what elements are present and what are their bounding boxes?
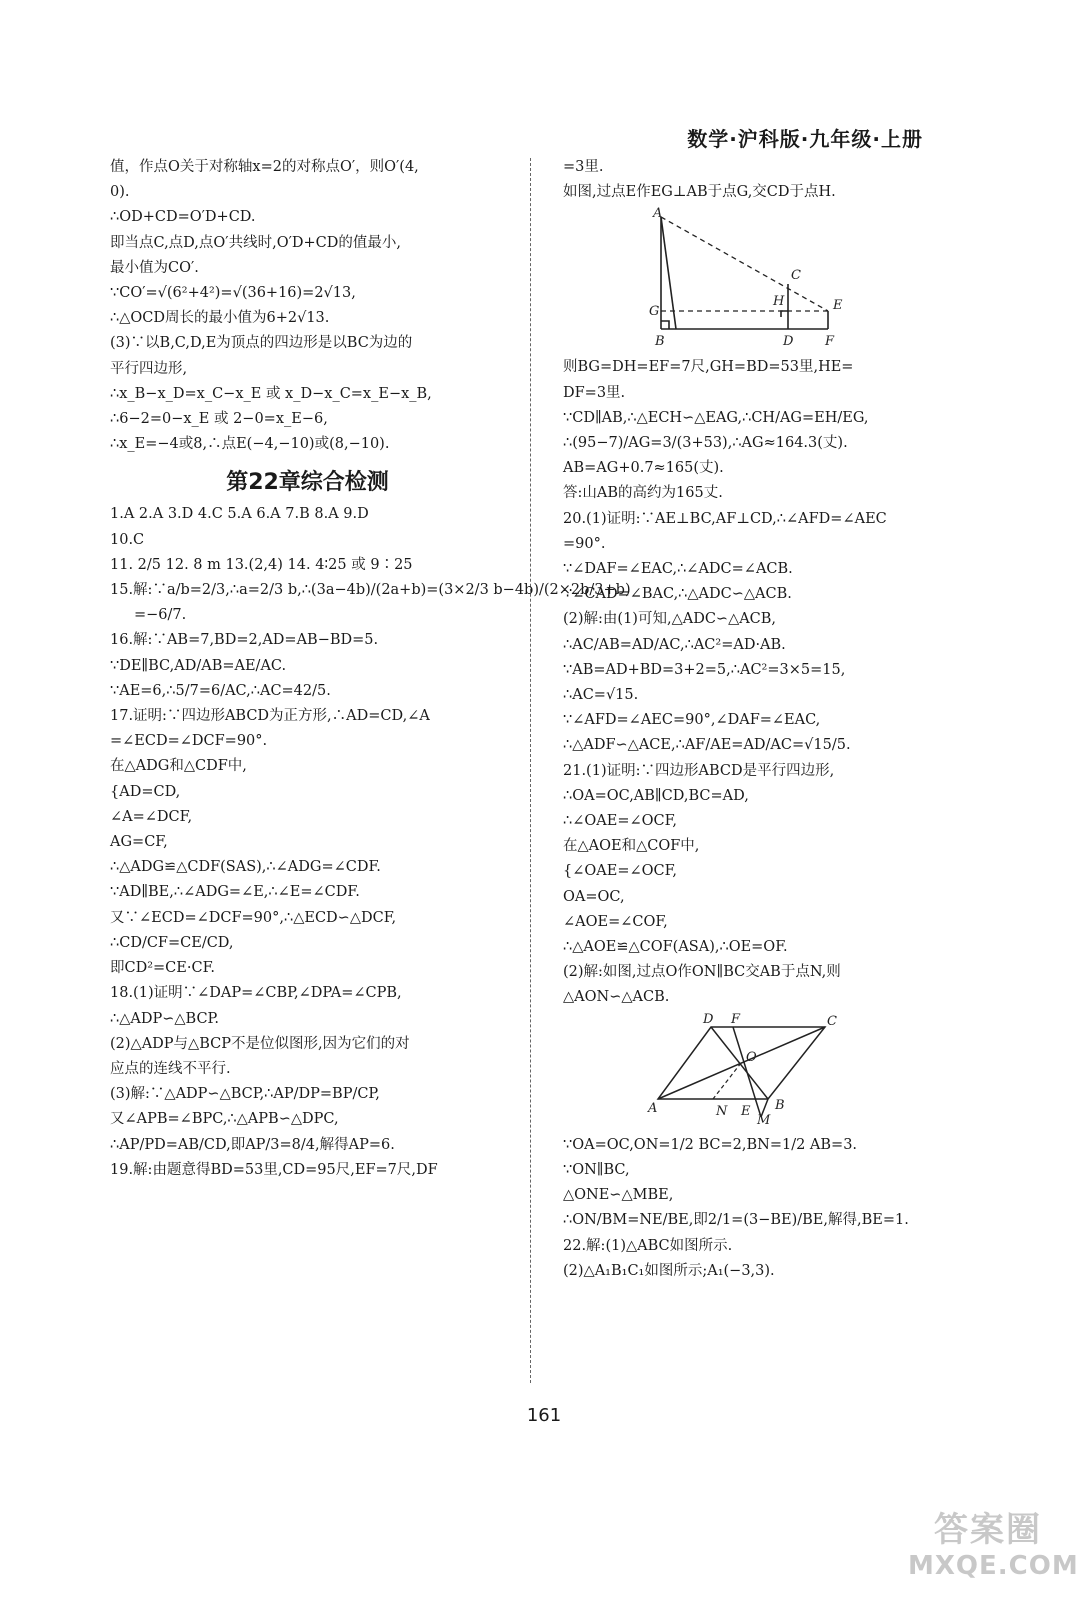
fig1-label-e: E [833,298,843,314]
text-line: (2)解:如图,过点O作ON∥BC交AB于点N,则 [563,964,841,981]
text-line: ∴CD/CF=CE/CD, [110,934,234,951]
watermark-logo [908,1502,1079,1581]
text-line: =−6/7. [134,607,187,624]
text-line: 又∵∠ECD=∠DCF=90°,∴△ECD∽△DCF, [110,909,397,926]
text-line: 在△ADG和△CDF中, [110,758,247,775]
section-title: 第22章综合检测 [226,470,389,496]
watermark-top: 答案圈 [934,1510,1042,1550]
text-line: 21.(1)证明:∵四边形ABCD是平行四边形, [563,762,835,779]
text-line: ∴OA=OC,AB∥CD,BC=AD, [563,787,749,804]
text-line: (2)△A₁B₁C₁如图所示;A₁(−3,3). [563,1262,775,1279]
text-line: ∵AE=6,∴5/7=6/AC,∴AC=42/5. [110,682,331,699]
text-line: 15.解:∵a/b=2/3,∴a=2/3 b,∴(3a−4b)/(2a+b)=(3×2/3 b−4b)/(2×2b/3+b) [110,582,631,599]
fig2-label-f: F [731,1012,741,1027]
fig1-label-b: B [655,334,665,348]
text-line: 10.C [110,531,145,548]
text-line: ∵ON∥BC, [563,1161,630,1178]
text-line: ∴6−2=0−x_E 或 2−0=x_E−6, [110,411,328,428]
fig2-label-e: E [741,1103,751,1119]
text-line: 平行四边形, [110,360,188,377]
text-line: ∴△ADP∽△BCP. [110,1010,219,1027]
text-line: ∴△ADF∽△ACE,∴AF/AE=AD/AC=√15/5. [563,737,851,754]
text-line: AB=AG+0.7≈165(丈). [563,460,724,477]
fig2-label-o: O [746,1049,757,1065]
figure-mountain-height [563,207,933,351]
text-line: 值，作点O关于对称轴x=2的对称点O′，则O′(4, [110,159,419,175]
fig1-label-f: F [825,334,835,348]
text-line: 11. 2/5 12. 8 m 13.(2,4) 14. 4∶25 或 9∶25 [110,556,413,573]
text-line: ∴x_E=−4或8,∴点E(−4,−10)或(8,−10). [110,436,390,453]
text-line: 即CD²=CE·CF. [110,960,215,977]
text-line: (3)∵以B,C,D,E为顶点的四边形是以BC为边的 [110,335,413,352]
text-line: (3)解:∵△ADP∽△BCP,∴AP/DP=BP/CP, [110,1086,380,1103]
right-column [563,155,933,1284]
text-line: ∵∠CAD=∠BAC,∴△ADC∽△ACB. [563,586,792,603]
text-line: ∴x_B−x_D=x_C−x_E 或 x_D−x_C=x_E−x_B, [110,385,432,402]
text-line: 答:山AB的高约为165丈. [563,485,723,502]
text-line: 22.解:(1)△ABC如图所示. [563,1237,733,1254]
text-line: △ONE∽△MBE, [563,1187,674,1204]
text-line: ∴AC/AB=AD/AC,∴AC²=AD·AB. [563,636,786,653]
left-top-block [110,155,505,457]
text-line: ∵∠DAF=∠EAC,∴∠ADC=∠ACB. [563,561,793,578]
fig2-label-m: M [757,1112,771,1125]
text-line: △AON∽△ACB. [563,989,670,1006]
text-line: ∴AP/PD=AB/CD,即AP/3=8/4,解得AP=6. [110,1136,395,1153]
fig1-label-g: G [649,304,660,320]
fig1-label-a: A [653,207,663,222]
text-line: 1.A 2.A 3.D 4.C 5.A 6.A 7.B 8.A 9.D [110,506,369,523]
fig2-label-c: C [827,1013,837,1029]
text-line: OA=OC, [563,888,625,905]
figure-parallelogram-svg [563,1013,933,1125]
text-line: ∵OA=OC,ON=1/2 BC=2,BN=1/2 AB=3. [563,1136,858,1153]
fig2-label-d: D [703,1012,714,1027]
column-divider [530,158,531,1383]
text-line: ∴ON/BM=NE/BE,即2/1=(3−BE)/BE,解得,BE=1. [563,1212,909,1229]
text-line: =90°. [563,535,606,552]
text-line: (2)△ADP与△BCP不是位似图形,因为它们的对 [110,1035,410,1052]
text-line: 则BG=DH=EF=7尺,GH=BD=53里,HE= [563,359,854,376]
text-line: ∴OD+CD=O′D+CD. [110,209,256,226]
text-line: 如图,过点E作EG⊥AB于点G,交CD于点H. [563,184,836,201]
text-line: 又∠APB=∠BPC,∴△APB∽△DPC, [110,1111,339,1128]
text-line: ∵CD∥AB,∴△ECH∽△EAG,∴CH/AG=EH/EG, [563,409,869,426]
text-line: AG=CF, [110,834,168,851]
page-number: 161 [526,1405,562,1426]
fig1-label-d: D [783,334,794,348]
text-line: 在△AOE和△COF中, [563,838,700,855]
text-line: 16.解:∵AB=7,BD=2,AD=AB−BD=5. [110,632,379,649]
text-line: ∵∠AFD=∠AEC=90°,∠DAF=∠EAC, [563,712,821,729]
text-line: (2)解:由(1)可知,△ADC∽△ACB, [563,611,777,628]
page-header: 数学·沪科版·九年级·上册 [687,127,923,151]
text-line: 18.(1)证明∵∠DAP=∠CBP,∠DPA=∠CPB, [110,985,402,1002]
text-line: 17.证明:∵四边形ABCD为正方形,∴AD=CD,∠A [110,708,430,725]
text-line: ∴(95−7)/AG=3/(3+53),∴AG≈164.3(丈). [563,435,848,452]
text-line: ∴∠OAE=∠OCF, [563,813,678,830]
text-line: 即当点C,点D,点O′共线时,O′D+CD的值最小, [110,234,401,251]
fig1-label-h: H [773,294,785,310]
text-line: ∠AOE=∠COF, [563,913,668,930]
text-line: DF=3里. [563,384,626,401]
fig2-label-a: A [648,1100,658,1116]
text-line: ∴△AOE≌△COF(ASA),∴OE=OF. [563,939,788,956]
text-line: ∠A=∠DCF, [110,808,193,825]
text-line: {AD=CD, [110,783,181,800]
text-line: 应点的连线不平行. [110,1060,231,1077]
text-line: ∴△ADG≌△CDF(SAS),∴∠ADG=∠CDF. [110,859,381,876]
watermark-bottom: MXQE.COM [908,1551,1079,1581]
text-line: ∴△OCD周长的最小值为6+2√13. [110,310,330,327]
text-line: 20.(1)证明:∵AE⊥BC,AF⊥CD,∴∠AFD=∠AEC [563,510,887,527]
text-line: {∠OAE=∠OCF, [563,863,678,880]
text-line: ∵AB=AD+BD=3+2=5,∴AC²=3×5=15, [563,661,846,678]
text-line: 最小值为CO′. [110,259,199,276]
text-line: 19.解:由题意得BD=53里,CD=95尺,EF=7尺,DF [110,1161,438,1178]
fig2-label-n: N [716,1103,728,1119]
fig1-label-c: C [791,268,801,284]
text-line: ∵CO′=√(6²+4²)=√(36+16)=2√13, [110,285,356,302]
text-line: 0). [110,184,130,201]
text-line: ∵AD∥BE,∴∠ADG=∠E,∴∠E=∠CDF. [110,884,360,901]
figure-mountain-svg [563,207,933,347]
text-line: =∠ECD=∠DCF=90°. [110,733,268,750]
text-line: ∴AC=√15. [563,687,639,704]
text-line: ∵DE∥BC,AD/AB=AE/AC. [110,657,287,674]
figure-parallelogram [563,1013,933,1129]
text-line: =3里. [563,159,604,175]
fig2-label-b: B [775,1097,785,1113]
